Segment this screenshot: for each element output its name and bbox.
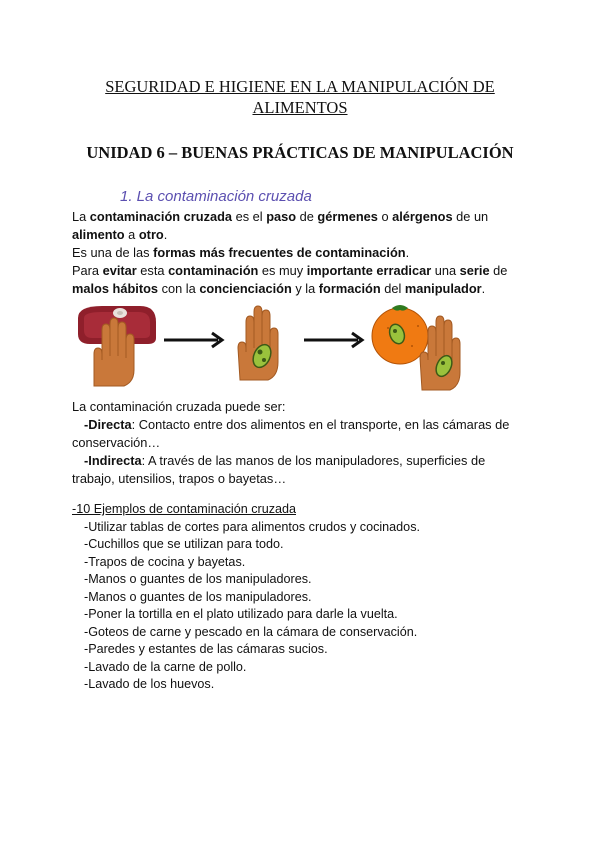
arrow-right-icon: [304, 333, 362, 347]
orange-icon: [372, 305, 428, 364]
list-item: -Lavado de los huevos.: [84, 677, 215, 691]
list-item: -Goteos de carne y pescado en la cámara de conservación.: [84, 624, 418, 639]
contaminated-hand-icon: [238, 306, 278, 380]
intro-paragraph: [72, 208, 532, 298]
list-item: -Manos o guantes de los manipuladores.: [84, 589, 312, 604]
section-heading: 1. La contaminación cruzada: [120, 188, 312, 205]
indirect-contamination: -Indirecta: A través de las manos de los manipuladores, superficies de: [84, 453, 486, 468]
document-title: [70, 76, 530, 118]
list-item: -Poner la tortilla en el plato utilizado para darle la vuelta.: [84, 607, 398, 621]
intro-line-5: malos hábitos con la concienciación y la formación del manipulador.: [72, 281, 486, 296]
contamination-types: [72, 398, 542, 488]
title-line-2: ALIMENTOS: [252, 98, 348, 117]
list-item: -Cuchillos que se utilizan para todo.: [84, 537, 284, 551]
list-item: -Lavado de la carne de pollo.: [84, 659, 247, 674]
list-item: -Paredes y estantes de las cámaras sucios.: [84, 642, 328, 656]
unit-heading: UNIDAD 6 – BUENAS PRÁCTICAS DE MANIPULACIÓN: [86, 143, 514, 162]
arrow-right-icon: [164, 333, 222, 347]
direct-contamination-cont: conservación…: [72, 435, 161, 450]
intro-line-4: Para evitar esta contaminación es muy importante erradicar una serie de: [72, 263, 508, 278]
types-lead: La contaminación cruzada puede ser:: [72, 399, 286, 414]
indirect-contamination-cont: trabajo, utensilios, trapos o bayetas…: [72, 471, 287, 486]
list-item: -Manos o guantes de los manipuladores.: [84, 572, 312, 586]
list-item: -Trapos de cocina y bayetas.: [84, 554, 246, 569]
list-item: -Utilizar tablas de cortes para alimentos crudos y cocinados.: [84, 519, 420, 534]
intro-line-3: Es una de las formas más frecuentes de contaminación.: [72, 245, 410, 260]
intro-line-2: alimento a otro.: [72, 227, 168, 242]
examples-heading: -10 Ejemplos de contaminación cruzada: [72, 502, 297, 516]
title-line-1: SEGURIDAD E HIGIENE EN LA MANIPULACIÓN DE: [105, 77, 495, 96]
direct-contamination: -Directa: Contacto entre dos alimentos en el transporte, en las cámaras de: [84, 417, 510, 432]
intro-line-1: La contaminación cruzada es el paso de gérmenes o alérgenos de un: [72, 209, 489, 224]
examples-list: [72, 501, 420, 694]
cross-contamination-illustration: [72, 300, 532, 394]
